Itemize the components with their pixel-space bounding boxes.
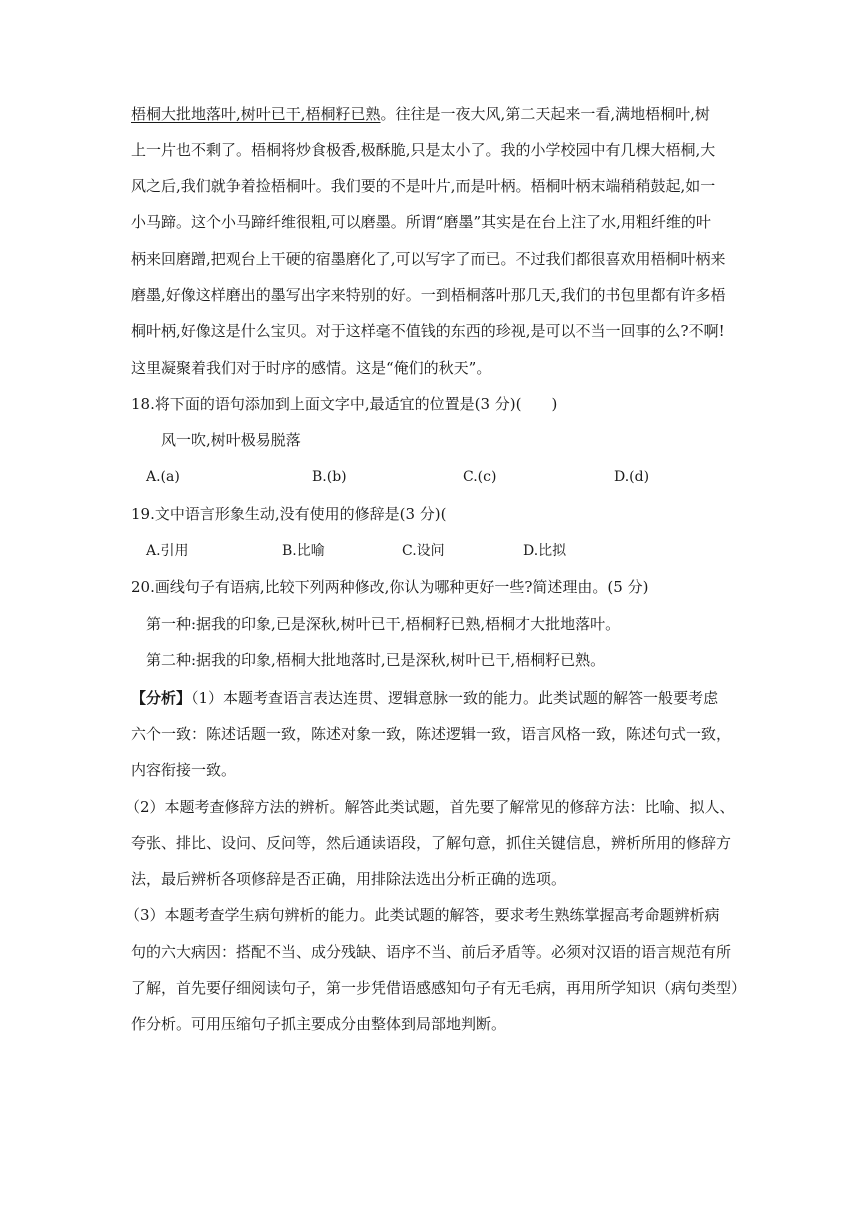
passage-line-8: 这里凝聚着我们对于时序的感情。这是“俺们的秋天”。: [131, 359, 492, 377]
analysis-p1-line2: 六个一致：陈述话题一致，陈述对象一致，陈述逻辑一致，语言风格一致，陈述句式一致，: [131, 725, 732, 743]
question-18-option-b: B.(b): [312, 469, 347, 485]
analysis-p3-line1: （3）本题考查学生病句辨析的能力。此类试题的解答，要求考生熟练掌握高考命题辨析病: [125, 906, 720, 924]
passage-line-1-rest: 。往往是一夜大风,第二天起来一看,满地梧桐叶,树: [380, 105, 710, 123]
question-18-stem: 18.将下面的语句添加到上面文字中,最适宜的位置是(3 分)( ): [131, 395, 558, 413]
question-20-option-first: 第一种:据我的印象,已是深秋,树叶已干,梧桐籽已熟,梧桐才大批地落叶。: [146, 615, 621, 633]
question-18-option-c: C.(c): [463, 469, 497, 485]
question-19-option-d: D.比拟: [523, 543, 567, 559]
question-18-option-d: D.(d): [614, 469, 650, 485]
question-19-option-b: B.比喻: [282, 543, 325, 559]
question-18-sentence: 风一吹,树叶极易脱落: [161, 431, 301, 449]
analysis-p3-line4: 作分析。可用压缩句子抓主要成分由整体到局部地判断。: [131, 1015, 507, 1033]
analysis-p2-line3: 法，最后辨析各项修辞是否正确，用排除法选出分析正确的选项。: [131, 870, 567, 888]
passage-line-6: 磨墨,好像这样磨出的墨写出字来特别的好。一到梧桐落叶那几天,我们的书包里都有许多梧: [131, 286, 726, 304]
passage-line-2: 上一片也不剩了。梧桐将炒食极香,极酥脆,只是太小了。我的小学校园中有几棵大梧桐,大: [131, 141, 716, 159]
question-19-stem: 19.文中语言形象生动,没有使用的修辞是(3 分)(: [131, 505, 447, 523]
analysis-p3-line3: 了解，首先要仔细阅读句子，第一步凭借语感感知句子有无毛病，再用所学知识（病句类型）: [131, 979, 747, 997]
analysis-p2-line2: 夸张、排比、设问、反问等，然后通读语段，了解句意，抓住关键信息，辨析所用的修辞方: [131, 834, 732, 852]
analysis-line-1: [131, 688, 731, 708]
passage-line-5: 柄来回磨蹭,把观台上干硬的宿墨磨化了,可以写字了而已。不过我们都很喜欢用梧桐叶柄来: [131, 250, 726, 268]
passage-line-7: 桐叶柄,好像这是什么宝贝。对于这样毫不值钱的东西的珍视,是可以不当一回事的么?不啊!: [131, 322, 725, 340]
analysis-p3-line2: 句的六大病因：搭配不当、成分残缺、语序不当、前后矛盾等。必须对汉语的语言规范有所: [131, 943, 732, 961]
analysis-p2-line1: （2）本题考查修辞方法的辨析。解答此类试题，首先要了解常见的修辞方法：比喻、拟人、: [125, 798, 735, 816]
analysis-p1-line1: （1）本题考查语言表达连贯、逻辑意脉一致的能力。此类试题的解答一般要考虑: [191, 689, 719, 707]
question-19-option-a: A.引用: [146, 543, 189, 559]
underlined-sentence: 梧桐大批地落叶,树叶已干,梧桐籽已熟: [131, 105, 381, 123]
question-20-stem: 20.画线句子有语病,比较下列两种修改,你认为哪种更好一些?简述理由。(5 分): [131, 578, 649, 596]
question-19-option-c: C.设问: [402, 543, 445, 559]
analysis-label: 【分析】: [131, 689, 192, 707]
analysis-p1-line3: 内容衔接一致。: [131, 761, 237, 779]
question-18-option-a: A.(a): [146, 469, 180, 485]
question-20-option-second: 第二种:据我的印象,梧桐大批地落时,已是深秋,树叶已干,梧桐籽已熟。: [146, 651, 606, 669]
passage-line-4: 小马蹄。这个小马蹄纤维很粗,可以磨墨。所谓“磨墨”其实是在台上注了水,用粗纤维的叶: [131, 213, 711, 231]
passage-line-1: [131, 104, 731, 124]
passage-line-3: 风之后,我们就争着捡梧桐叶。我们要的不是叶片,而是叶柄。梧桐叶柄末端稍稍鼓起,如一: [131, 177, 716, 195]
